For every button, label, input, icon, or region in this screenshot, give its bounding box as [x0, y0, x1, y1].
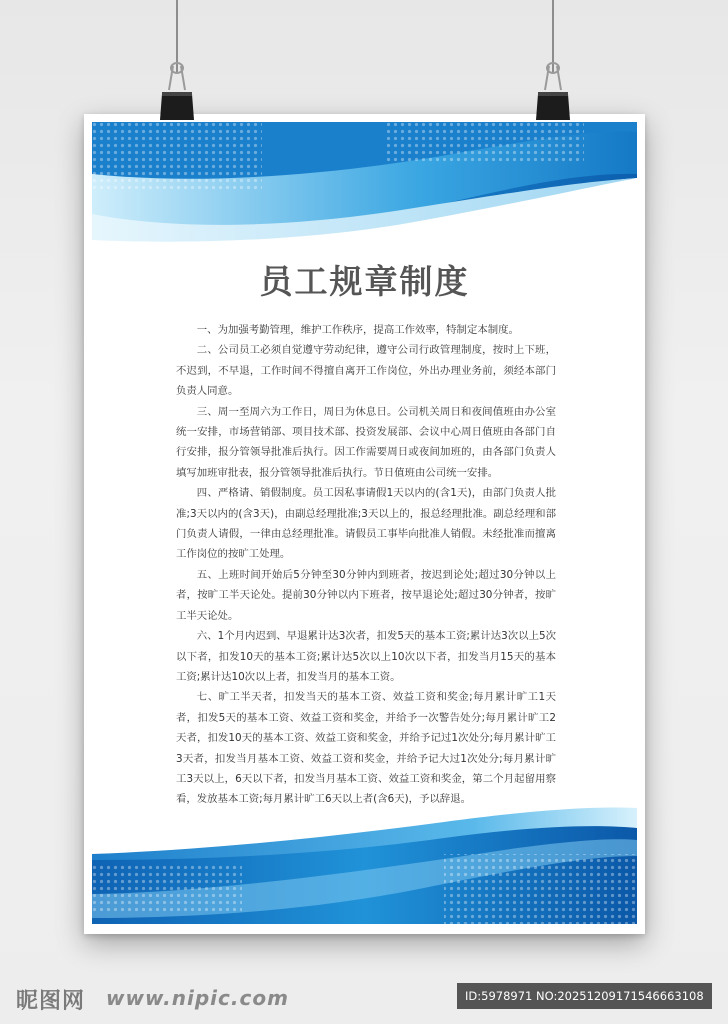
- rule-paragraph-7: 七、旷工半天者，扣发当天的基本工资、效益工资和奖金;每月累计旷工1天者，扣发5天的基本工资、效益工资和奖金，并给予一次警告处分;每月累计旷工2天者，扣发10天的基本工资、效益工资和奖金，并给予记过1次处分;每月累计旷工3天者，扣发当月基本工资、效益工资和奖金，并给予记大过1次处分;每月累计旷工3天以上，6天以下者，扣发当月基本工资、效益工资和奖金，第二个月起留用察看，发放基本工资;每月累计旷工6天以上者(含6天)，予以辞退。: [176, 691, 556, 806]
- watermark-url: www.nipic.com: [106, 986, 289, 1010]
- rule-paragraph-6: 六、1个月内迟到、早退累计达3次者，扣发5天的基本工资;累计达3次以上5次以下者，扣发10天的基本工资;累计达5次以上10次以下者，扣发当月15天的基本工资;累计达10次以上者，扣发当月的基本工资。: [176, 630, 556, 683]
- rule-paragraph-5: 五、上班时间开始后5分钟至30分钟内到班者，按迟到论处;超过30分钟以上者，按旷工半天论处。提前30分钟以内下班者，按早退论处;超过30分钟者，按旷工半天论处。: [176, 568, 556, 622]
- binder-clip-icon: [159, 60, 195, 122]
- poster-title: 员工规章制度: [259, 262, 470, 301]
- watermark-logo: 昵图网: [16, 989, 86, 1014]
- rule-paragraph-1: 一、为加强考勤管理，维护工作秩序，提高工作效率，特制定本制度。: [196, 324, 519, 336]
- rules-body: [176, 320, 556, 810]
- binder-clip-icon: [535, 60, 571, 122]
- poster: [84, 114, 645, 934]
- bottom-wave-decoration: [84, 794, 645, 934]
- rule-paragraph-3: 三、周一至周六为工作日，周日为休息日。公司机关周日和夜间值班由办公室统一安排，市场营销部、项目技术部、投资发展部、会议中心周日值班由各部门自行安排，报分管领导批准后执行。因工作需要周日或夜间加班的，由各部门负责人填写加班审批表，报分管领导批准后执行。节日值班由公司统一安排。: [176, 405, 556, 479]
- rule-paragraph-4: 四、严格请、销假制度。员工因私事请假1天以内的(含1天)，由部门负责人批准;3天以内的(含3天)，由副总经理批准;3天以上的，报总经理批准。副总经理和部门负责人请假，一律由总经理批准。请假员工事毕向批准人销假。未经批准而擅离工作岗位的按旷工处理。: [176, 487, 556, 561]
- rule-paragraph-2: 二、公司员工必须自觉遵守劳动纪律，遵守公司行政管理制度，按时上下班，不迟到，不早退，工作时间不得擅自离开工作岗位，外出办理业务前，须经本部门负责人同意。: [176, 344, 556, 398]
- top-wave-decoration: [84, 114, 645, 254]
- watermark-id: ID:5978971 NO:20251209171546663108: [457, 983, 712, 1009]
